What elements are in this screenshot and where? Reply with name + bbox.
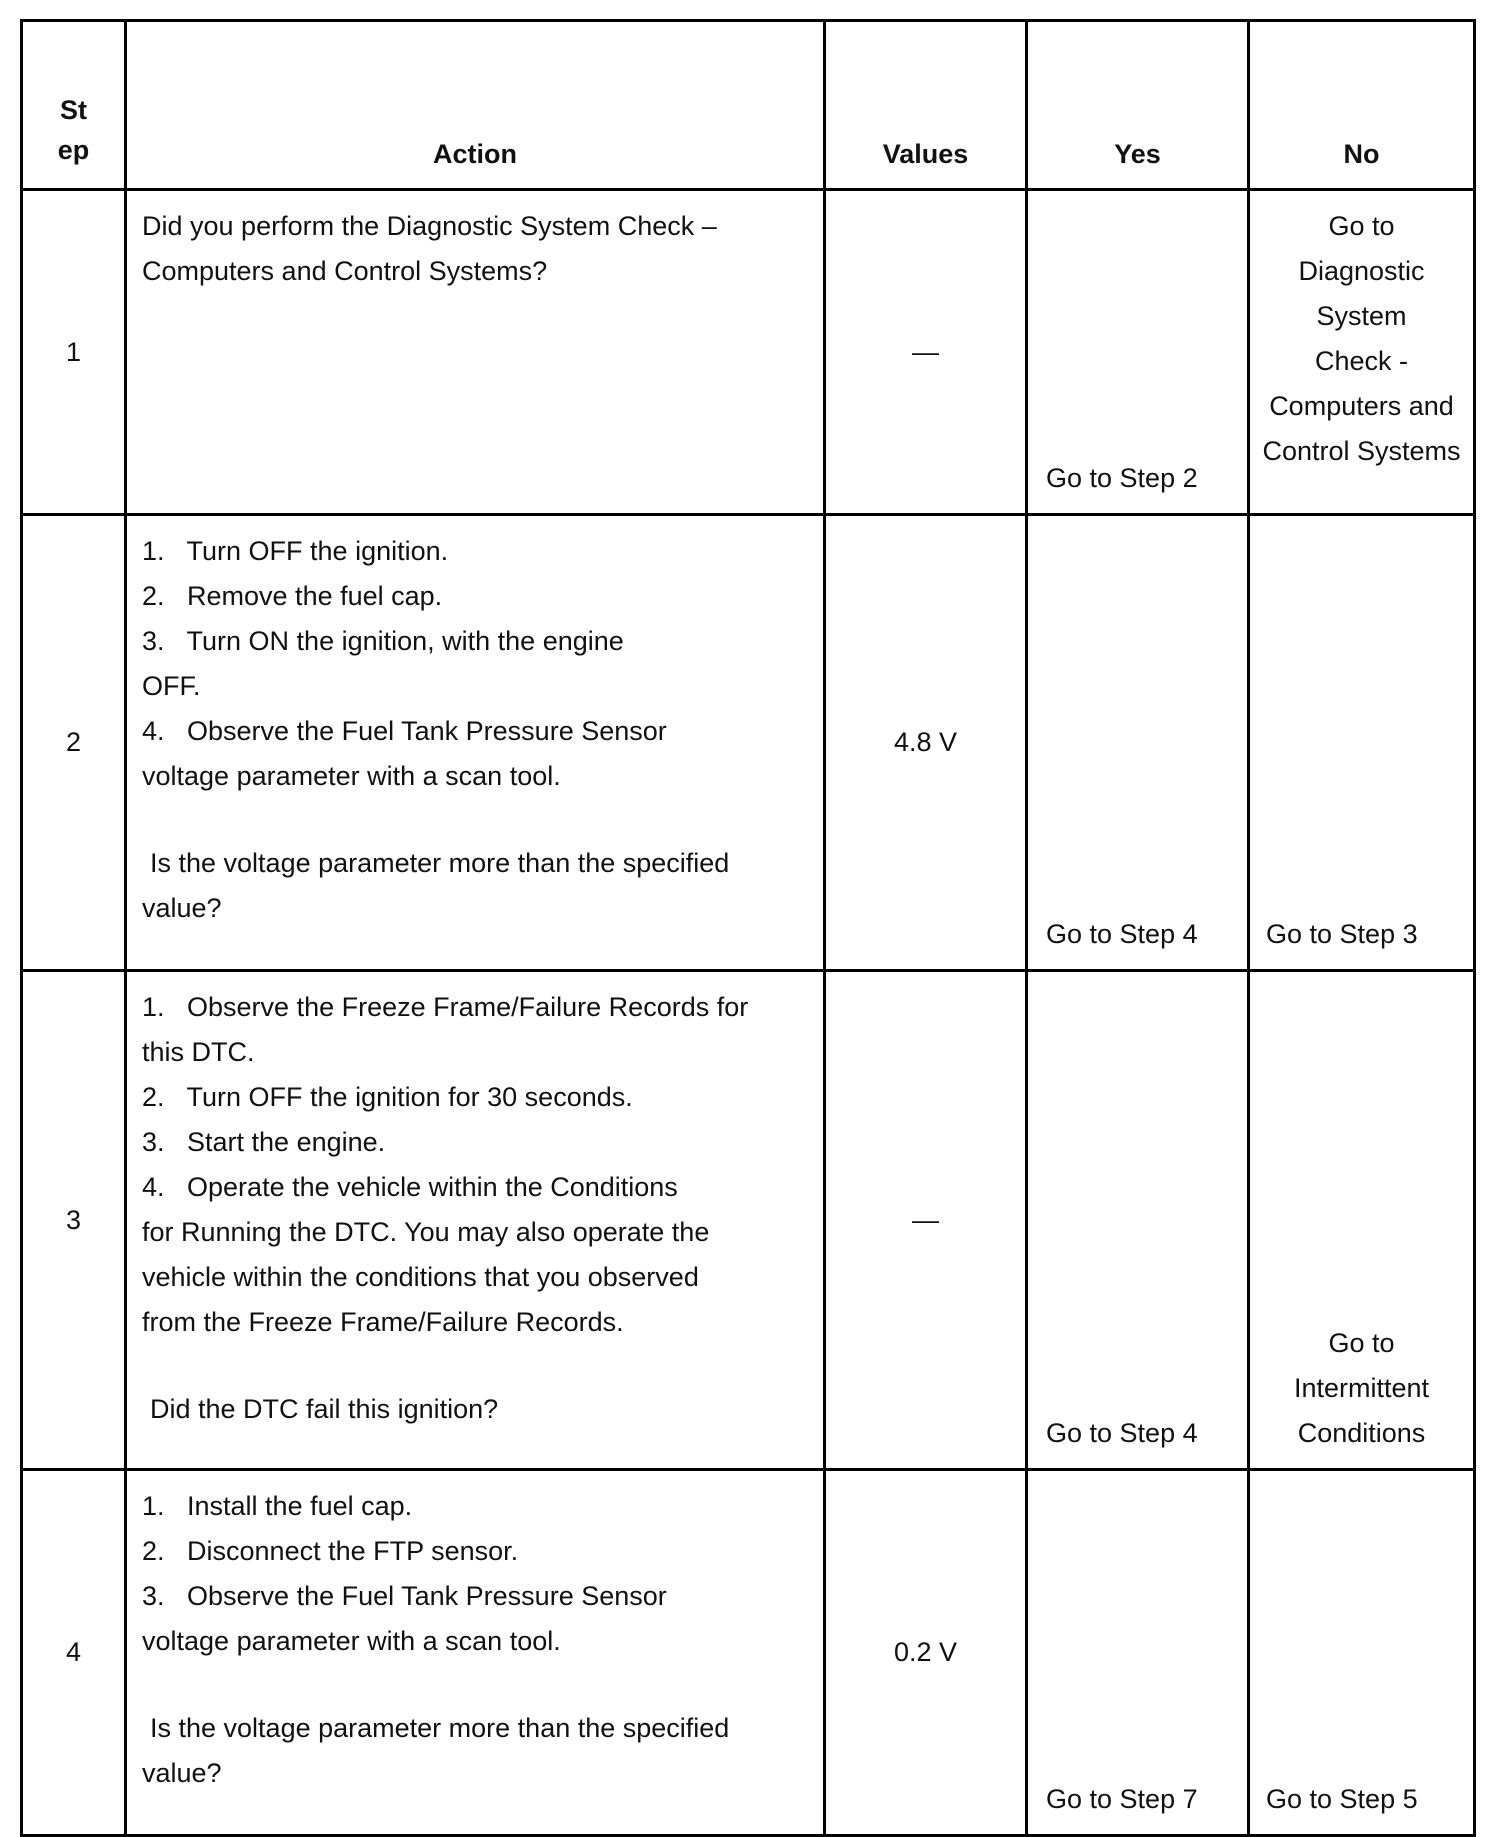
yes-cell: Go to Step 2: [1027, 190, 1249, 515]
action-line: 1. Install the fuel cap.: [142, 1491, 413, 1521]
action-line: vehicle within the conditions that you observed: [142, 1262, 699, 1292]
step-number: 1: [22, 190, 126, 515]
action-line: Did you perform the Diagnostic System Check –: [142, 211, 717, 241]
action-line: for Running the DTC. You may also operate the: [142, 1217, 710, 1247]
action-line: 2. Disconnect the FTP sensor.: [142, 1536, 519, 1566]
question-line: Is the voltage parameter more than the specified: [150, 1713, 730, 1743]
step-number: 2: [22, 515, 126, 971]
action-line: 4. Operate the vehicle within the Conditions: [142, 1172, 678, 1202]
question-line: value?: [142, 893, 222, 923]
no-cell: Go to Step 5: [1249, 1470, 1475, 1836]
value-cell: 4.8 V: [825, 515, 1027, 971]
no-line: System: [1316, 301, 1407, 331]
action-cell: [126, 1470, 825, 1836]
header-values: Values: [825, 21, 1027, 190]
action-line: 1. Turn OFF the ignition.: [142, 536, 449, 566]
action-line: 2. Turn OFF the ignition for 30 seconds.: [142, 1082, 633, 1112]
diagnostic-table: [20, 19, 1476, 1837]
value-cell: 0.2 V: [825, 1470, 1027, 1836]
question-line: Did the DTC fail this ignition?: [150, 1394, 499, 1424]
action-line: this DTC.: [142, 1037, 255, 1067]
action-line: from the Freeze Frame/Failure Records.: [142, 1307, 624, 1337]
action-line: voltage parameter with a scan tool.: [142, 1626, 561, 1656]
table-row: [22, 515, 1475, 971]
header-step: St ep: [22, 21, 126, 190]
question-text: [142, 1387, 813, 1432]
step-number: 4: [22, 1470, 126, 1836]
question-line: Is the voltage parameter more than the specified: [150, 848, 730, 878]
no-line: Conditions: [1297, 1418, 1426, 1448]
value-cell: —: [825, 971, 1027, 1470]
header-row: [22, 21, 1475, 190]
no-line: Intermittent: [1293, 1373, 1430, 1403]
action-line: 3. Observe the Fuel Tank Pressure Sensor: [142, 1581, 667, 1611]
action-line: 1. Observe the Freeze Frame/Failure Records for: [142, 992, 749, 1022]
yes-cell: Go to Step 4: [1027, 971, 1249, 1470]
step-number: 3: [22, 971, 126, 1470]
question-text: [142, 1706, 813, 1796]
yes-cell: Go to Step 7: [1027, 1470, 1249, 1836]
table-row: [22, 190, 1475, 515]
table-row: [22, 971, 1475, 1470]
action-line: OFF.: [142, 671, 201, 701]
no-cell: [1249, 190, 1475, 515]
no-cell: [1249, 971, 1475, 1470]
question-text: [142, 841, 813, 931]
no-line: Control Systems: [1262, 436, 1461, 466]
no-line: Computers and: [1269, 391, 1454, 421]
action-line: 2. Remove the fuel cap.: [142, 581, 443, 611]
action-line: 4. Observe the Fuel Tank Pressure Sensor: [142, 716, 667, 746]
no-line: Diagnostic: [1298, 256, 1425, 286]
no-line: Go to: [1328, 211, 1395, 241]
table-row: [22, 1470, 1475, 1836]
action-line: 3. Turn ON the ignition, with the engine: [142, 626, 624, 656]
value-cell: —: [825, 190, 1027, 515]
action-cell: [126, 515, 825, 971]
header-yes: Yes: [1027, 21, 1249, 190]
header-no: No: [1249, 21, 1475, 190]
no-line: Go to: [1328, 1328, 1395, 1358]
no-line: Check -: [1314, 346, 1409, 376]
action-cell: [126, 190, 825, 515]
no-cell: Go to Step 3: [1249, 515, 1475, 971]
action-line: Computers and Control Systems?: [142, 256, 548, 286]
action-line: 3. Start the engine.: [142, 1127, 386, 1157]
question-line: value?: [142, 1758, 222, 1788]
header-action: Action: [126, 21, 825, 190]
action-line: voltage parameter with a scan tool.: [142, 761, 561, 791]
yes-cell: Go to Step 4: [1027, 515, 1249, 971]
action-cell: [126, 971, 825, 1470]
